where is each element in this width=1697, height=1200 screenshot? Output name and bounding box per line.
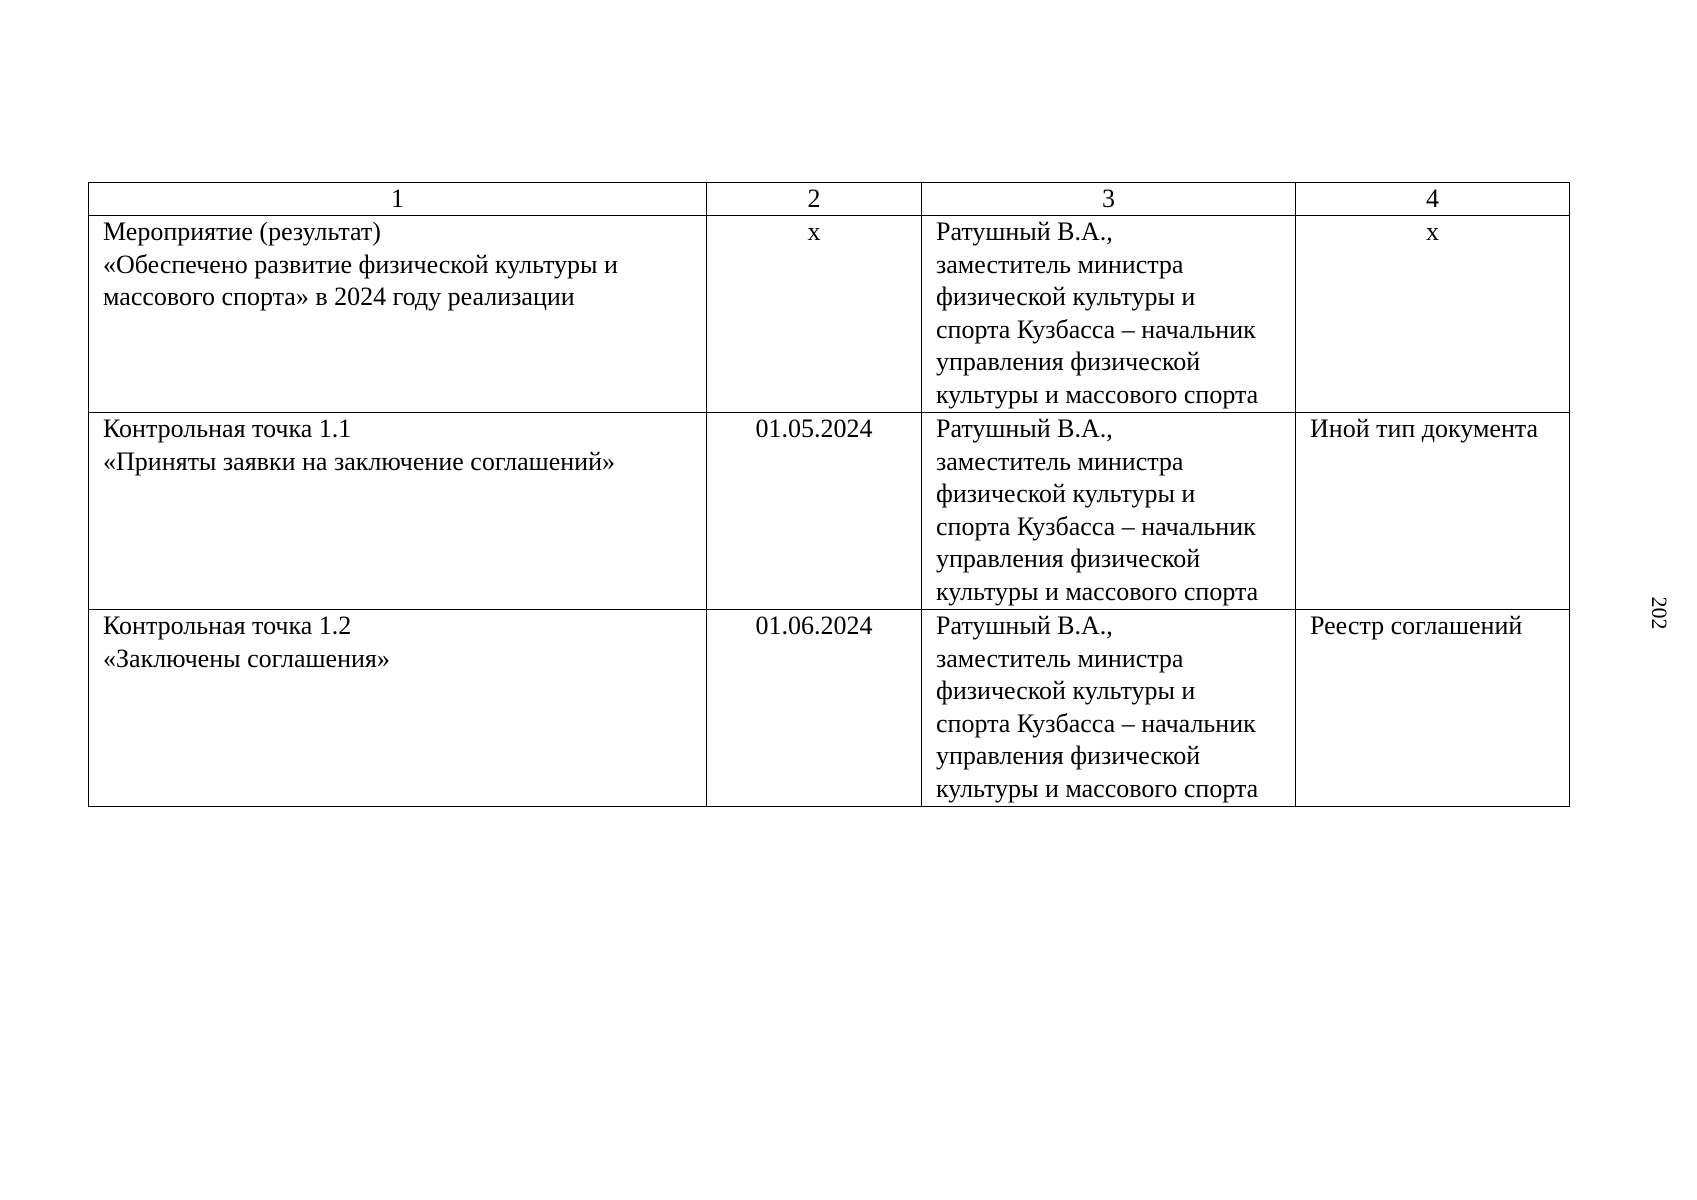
table-row <box>89 216 1570 413</box>
responsible-line: спорта Кузбасса – начальник <box>936 314 1256 344</box>
responsible-cell <box>922 216 1296 413</box>
event-title-cell <box>89 610 707 807</box>
responsible-line: заместитель министра <box>936 446 1184 476</box>
document-type-cell: Иной тип документа <box>1296 413 1570 610</box>
responsible-line: культуры и массового спорта <box>936 576 1259 606</box>
responsible-line: физической культуры и <box>936 479 1196 509</box>
event-title-line: Контрольная точка 1.1 <box>103 414 352 443</box>
event-title-line: «Заключены соглашения» <box>103 643 390 673</box>
document-type-cell: Реестр соглашений <box>1296 610 1570 807</box>
responsible-line: управления физической <box>936 741 1201 771</box>
date-cell: 01.06.2024 <box>707 610 922 807</box>
responsible-line: физической культуры и <box>936 282 1196 312</box>
event-title-line: Контрольная точка 1.2 <box>103 611 352 640</box>
responsible-line: управления физической <box>936 544 1201 574</box>
responsible-line: культуры и массового спорта <box>936 773 1259 803</box>
responsible-line: заместитель министра <box>936 249 1184 279</box>
event-title-cell <box>89 413 707 610</box>
date-cell: х <box>707 216 922 413</box>
event-title-line: массового спорта» в 2024 году реализации <box>103 282 575 312</box>
responsible-line: культуры и массового спорта <box>936 379 1259 409</box>
responsible-cell <box>922 413 1296 610</box>
control-points-table <box>88 182 1570 807</box>
responsible-line: Ратушный В.А., <box>936 611 1113 640</box>
date-cell: 01.05.2024 <box>707 413 922 610</box>
event-title-line: «Обеспечено развитие физической культуры и <box>103 249 618 279</box>
table-row <box>89 610 1570 807</box>
event-title-line: Мероприятие (результат) <box>103 217 381 246</box>
column-header-1: 1 <box>89 183 707 216</box>
page-number: 202 <box>1647 596 1672 630</box>
responsible-line: спорта Кузбасса – начальник <box>936 708 1256 738</box>
table-header-row <box>89 183 1570 216</box>
column-header-2: 2 <box>707 183 922 216</box>
responsible-line: физической культуры и <box>936 676 1196 706</box>
responsible-line: управления физической <box>936 347 1201 377</box>
column-header-4: 4 <box>1296 183 1570 216</box>
responsible-line: заместитель министра <box>936 643 1184 673</box>
document-type-cell: х <box>1296 216 1570 413</box>
responsible-line: спорта Кузбасса – начальник <box>936 511 1256 541</box>
column-header-3: 3 <box>922 183 1296 216</box>
event-title-cell <box>89 216 707 413</box>
responsible-cell <box>922 610 1296 807</box>
table-row <box>89 413 1570 610</box>
responsible-line: Ратушный В.А., <box>936 217 1113 246</box>
event-title-line: «Приняты заявки на заключение соглашений» <box>103 446 615 476</box>
responsible-line: Ратушный В.А., <box>936 414 1113 443</box>
